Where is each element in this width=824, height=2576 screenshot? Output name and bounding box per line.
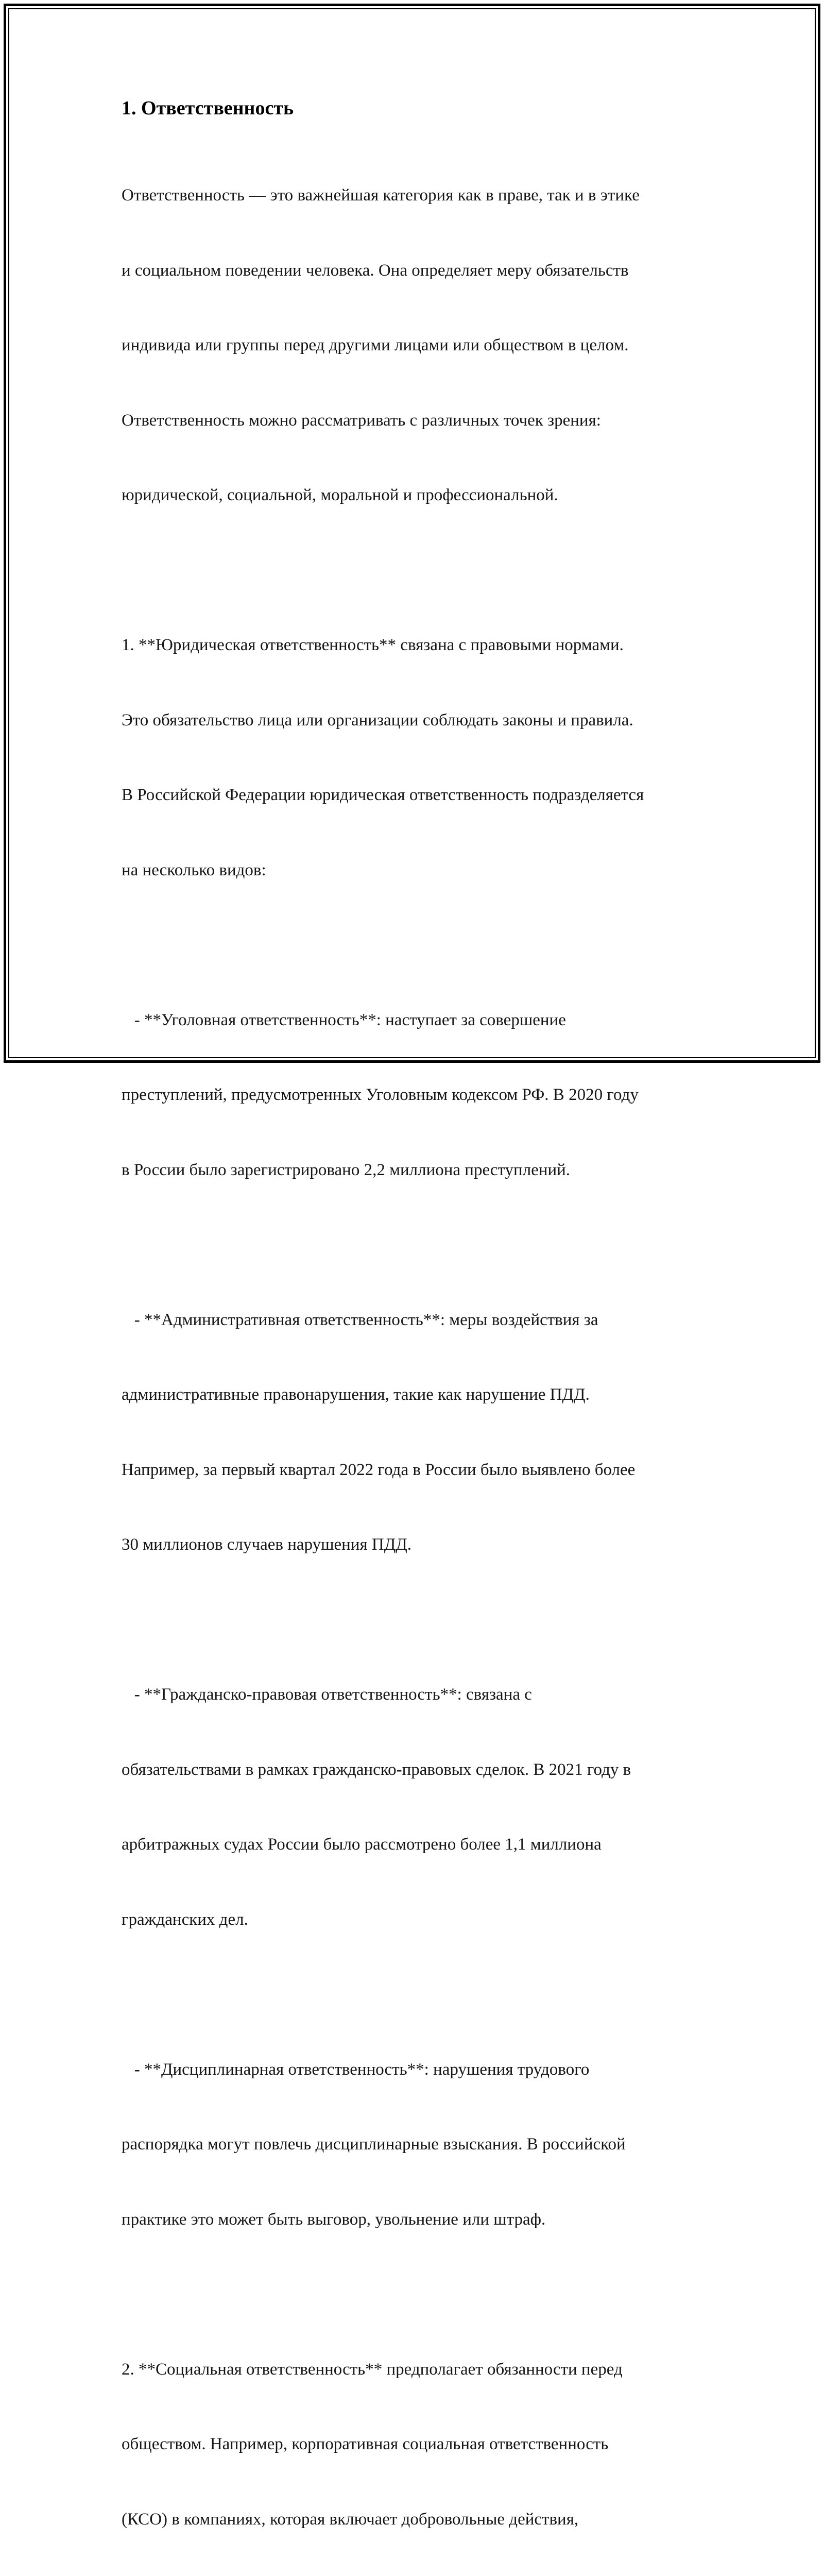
document-body <box>122 96 719 2576</box>
text-line: распорядка могут повлечь дисциплинарные взыскания. В российской <box>122 2132 719 2157</box>
text-line: на несколько видов: <box>122 858 719 883</box>
text-line: индивида или группы перед другими лицами или обществом в целом. <box>122 333 719 358</box>
text-line: - **Административная ответственность**: меры воздействия за <box>122 1308 719 1333</box>
text-line: Ответственность — это важнейшая категория как в праве, так и в этике <box>122 183 719 208</box>
text-line: - **Уголовная ответственность**: наступает за совершение <box>122 1008 719 1033</box>
paragraph-legal-responsibility <box>122 583 719 933</box>
section-heading: 1. Ответственность <box>122 96 719 121</box>
paragraph-criminal-responsibility <box>122 958 719 1233</box>
paragraph-disciplinary-responsibility <box>122 2007 719 2282</box>
text-line: В Российской Федерации юридическая ответственность подразделяется <box>122 783 719 808</box>
paragraph-civil-responsibility <box>122 1632 719 1982</box>
paragraph-administrative-responsibility <box>122 1258 719 1607</box>
text-line: гражданских дел. <box>122 1907 719 1933</box>
text-line: арбитражных судах России было рассмотрено более 1,1 миллиона <box>122 1832 719 1857</box>
text-line: 30 миллионов случаев нарушения ПДД. <box>122 1532 719 1557</box>
paragraph-intro <box>122 133 719 558</box>
text-line: юридической, социальной, моральной и профессиональной. <box>122 483 719 508</box>
text-line: в России было зарегистрировано 2,2 миллиона преступлений. <box>122 1158 719 1183</box>
text-line: 1. **Юридическая ответственность** связана с правовыми нормами. <box>122 633 719 658</box>
text-line: - **Гражданско-правовая ответственность**: связана с <box>122 1682 719 1707</box>
text-line: (КСО) в компаниях, которая включает добровольные действия, <box>122 2507 719 2532</box>
text-line: обществом. Например, корпоративная социальная ответственность <box>122 2432 719 2457</box>
paragraph-social-responsibility <box>122 2307 719 2576</box>
text-line: административные правонарушения, такие как нарушение ПДД. <box>122 1382 719 1408</box>
text-line: 2. **Социальная ответственность** предполагает обязанности перед <box>122 2357 719 2382</box>
text-line: обязательствами в рамках гражданско-правовых сделок. В 2021 году в <box>122 1757 719 1783</box>
text-line: практике это может быть выговор, увольнение или штраф. <box>122 2207 719 2232</box>
text-line: Например, за первый квартал 2022 года в России было выявлено более <box>122 1458 719 1483</box>
text-line: Это обязательство лица или организации соблюдать законы и правила. <box>122 708 719 733</box>
text-line: Ответственность можно рассматривать с различных точек зрения: <box>122 408 719 433</box>
text-line: и социальном поведении человека. Она определяет меру обязательств <box>122 258 719 283</box>
text-line: - **Дисциплинарная ответственность**: нарушения трудового <box>122 2057 719 2082</box>
text-line: преступлений, предусмотренных Уголовным кодексом РФ. В 2020 году <box>122 1082 719 1108</box>
